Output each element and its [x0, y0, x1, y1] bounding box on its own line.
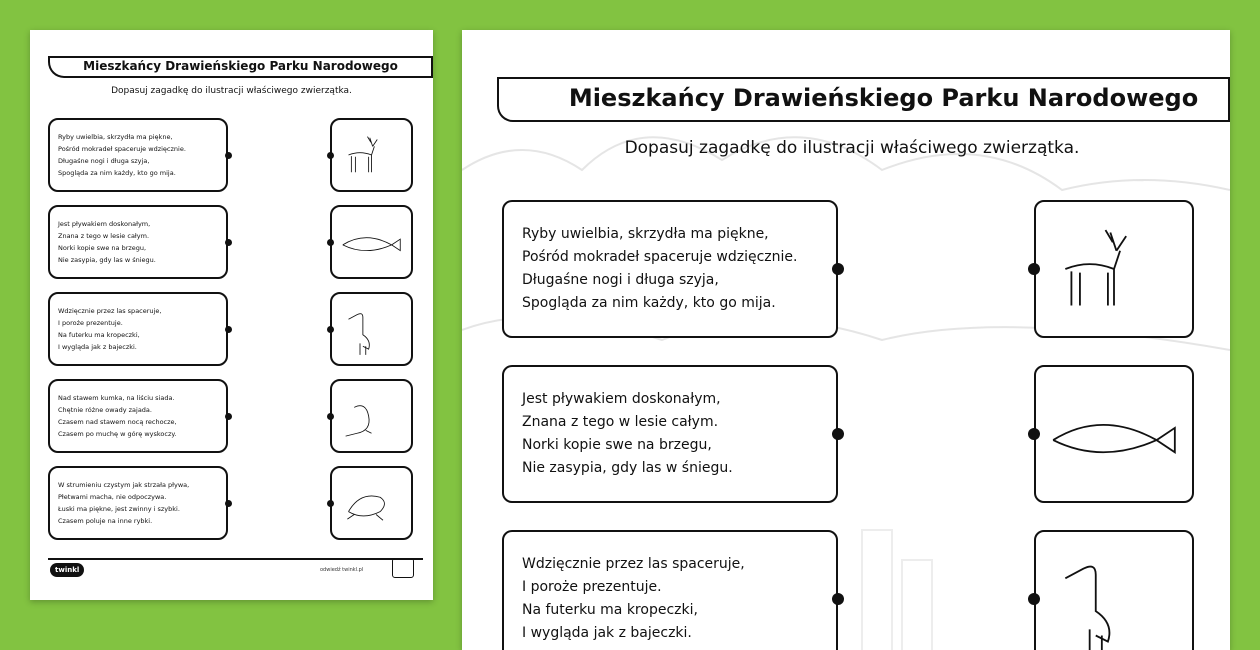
- match-dot[interactable]: [832, 263, 844, 275]
- riddle-line: I wygląda jak z bajeczki.: [522, 625, 692, 641]
- animal-card: [330, 466, 413, 540]
- match-dot[interactable]: [327, 239, 334, 246]
- worksheet-preview-large: [462, 30, 1230, 650]
- riddle-line: Norki kopie swe na brzegu,: [58, 244, 147, 252]
- worksheet-preview-small: [30, 30, 433, 600]
- riddle-line: Łuski ma piękne, jest zwinny i szybki.: [58, 505, 180, 513]
- animal-card: [1034, 365, 1194, 503]
- riddle-line: Spogląda za nim każdy, kto go mija.: [522, 295, 776, 311]
- match-dot[interactable]: [225, 500, 232, 507]
- badge-icon: [392, 558, 414, 578]
- riddle-line: I wygląda jak z bajeczki.: [58, 343, 137, 351]
- riddle-box: [48, 292, 228, 366]
- riddle-line: Nad stawem kumka, na liściu siada.: [58, 394, 175, 402]
- riddle-line: Pośród mokradeł spaceruje wdzięcznie.: [522, 249, 798, 265]
- footer-divider: [48, 558, 423, 560]
- riddle-line: Jest pływakiem doskonałym,: [58, 220, 151, 228]
- riddle-line: Znana z tego w lesie całym.: [522, 414, 719, 430]
- crane-icon: [1041, 536, 1187, 650]
- crane-icon: [337, 298, 406, 360]
- match-dot[interactable]: [225, 326, 232, 333]
- riddle-box: [48, 379, 228, 453]
- riddle-line: Ryby uwielbia, skrzydła ma piękne,: [58, 133, 173, 141]
- riddle-line: Na futerku ma kropeczki,: [58, 331, 140, 339]
- match-dot[interactable]: [832, 428, 844, 440]
- riddle-line: Nie zasypia, gdy las w śniegu.: [522, 460, 733, 476]
- page-title: Mieszkańcy Drawieńskiego Parku Narodowego: [497, 77, 1230, 122]
- match-dot[interactable]: [225, 239, 232, 246]
- riddle-box: [48, 466, 228, 540]
- riddle-line: Długaśne nogi i długa szyja,: [522, 272, 719, 288]
- page-title: Mieszkańcy Drawieńskiego Parku Narodowego: [48, 56, 433, 78]
- match-dot[interactable]: [225, 413, 232, 420]
- twinkl-logo: twinkl: [50, 563, 84, 577]
- riddle-line: I poroże prezentuje.: [58, 319, 123, 327]
- instruction: Dopasuj zagadkę do ilustracji właściwego zwierzątka.: [624, 138, 1080, 158]
- riddle-line: Jest pływakiem doskonałym,: [522, 391, 721, 407]
- match-dot[interactable]: [327, 326, 334, 333]
- animal-card: [330, 379, 413, 453]
- riddle-line: W strumieniu czystym jak strzała pływa,: [58, 481, 190, 489]
- riddle-line: Wdzięcznie przez las spaceruje,: [58, 307, 162, 315]
- riddle-line: Długaśne nogi i długa szyja,: [58, 157, 150, 165]
- match-dot[interactable]: [327, 413, 334, 420]
- match-dot[interactable]: [327, 500, 334, 507]
- riddle-line: Ryby uwielbia, skrzydła ma piękne,: [522, 226, 769, 242]
- riddle-line: Płetwami macha, nie odpoczywa.: [58, 493, 167, 501]
- riddle-line: Czasem poluje na inne rybki.: [58, 517, 153, 525]
- animal-card: [1034, 530, 1194, 650]
- match-dot[interactable]: [1028, 263, 1040, 275]
- match-dot[interactable]: [225, 152, 232, 159]
- animal-card: [1034, 200, 1194, 338]
- riddle-box: [502, 365, 838, 503]
- frog-icon: [337, 472, 406, 534]
- riddle-box: [502, 200, 838, 338]
- deer-icon: [337, 124, 406, 186]
- match-dot[interactable]: [832, 593, 844, 605]
- riddle-line: I poroże prezentuje.: [522, 579, 662, 595]
- otter-icon: [337, 385, 406, 447]
- riddle-line: Wdzięcznie przez las spaceruje,: [522, 556, 745, 572]
- riddle-line: Nie zasypia, gdy las w śniegu.: [58, 256, 156, 264]
- riddle-line: Czasem nad stawem nocą rechocze,: [58, 418, 177, 426]
- riddle-line: Norki kopie swe na brzegu,: [522, 437, 712, 453]
- animal-card: [330, 292, 413, 366]
- instruction: Dopasuj zagadkę do ilustracji właściwego zwierzątka.: [111, 86, 352, 96]
- fish-icon: [337, 211, 406, 273]
- riddle-line: Chętnie różne owady zajada.: [58, 406, 152, 414]
- deer-icon: [1041, 206, 1187, 332]
- riddle-box: [48, 118, 228, 192]
- riddle-line: Pośród mokradeł spaceruje wdzięcznie.: [58, 145, 186, 153]
- match-dot[interactable]: [1028, 428, 1040, 440]
- riddle-line: Czasem po muchę w górę wyskoczy.: [58, 430, 177, 438]
- footer-link[interactable]: odwiedź twinkl.pl: [320, 567, 364, 573]
- match-dot[interactable]: [1028, 593, 1040, 605]
- animal-card: [330, 118, 413, 192]
- animal-card: [330, 205, 413, 279]
- riddle-box: [502, 530, 838, 650]
- riddle-box: [48, 205, 228, 279]
- riddle-line: Spogląda za nim każdy, kto go mija.: [58, 169, 176, 177]
- riddle-line: Znana z tego w lesie całym.: [58, 232, 150, 240]
- riddle-line: Na futerku ma kropeczki,: [522, 602, 698, 618]
- match-dot[interactable]: [327, 152, 334, 159]
- fish-icon: [1041, 371, 1187, 497]
